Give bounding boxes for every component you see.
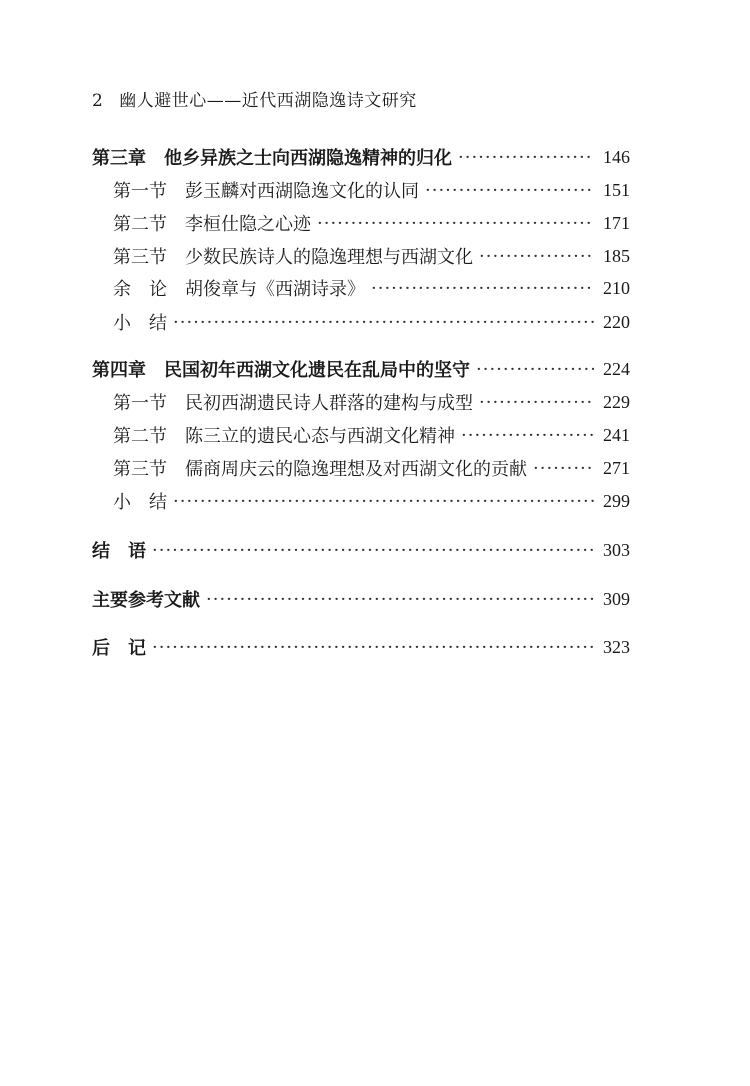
toc-entry-section[interactable] [113, 420, 630, 450]
toc-entry-chapter-4[interactable] [92, 354, 630, 384]
toc-entry-label: 第三节 少数民族诗人的隐逸理想与西湖文化 [113, 247, 473, 268]
dot-leader [317, 213, 594, 234]
toc-entry-conclusion[interactable] [92, 535, 630, 565]
dot-leader [533, 458, 594, 479]
toc-entry-page: 229 [603, 391, 630, 412]
toc-entry-section[interactable] [113, 387, 630, 417]
toc-entry-section[interactable] [113, 307, 630, 337]
dot-leader [371, 278, 594, 299]
toc-entry-label: 主要参考文献 [92, 590, 200, 611]
dot-leader [458, 147, 594, 168]
toc-entry-label: 第一节 民初西湖遗民诗人群落的建构与成型 [113, 393, 473, 414]
toc-entry-label: 第三章 他乡异族之士向西湖隐逸精神的归化 [92, 148, 452, 169]
toc-entry-label: 后 记 [92, 638, 146, 659]
dot-leader [479, 392, 594, 413]
toc-entry-label: 小 结 [113, 313, 167, 334]
toc-entry-page: 146 [603, 146, 630, 167]
toc-entry-page: 309 [603, 588, 630, 609]
toc-entry-page: 303 [603, 539, 630, 560]
dot-leader [152, 637, 594, 658]
toc-entry-label: 第二节 陈三立的遗民心态与西湖文化精神 [113, 426, 455, 447]
dot-leader [173, 491, 594, 512]
toc-entry-page: 220 [603, 311, 630, 332]
toc-entry-page: 210 [603, 277, 630, 298]
dot-leader [206, 589, 594, 610]
toc-entry-label: 第四章 民国初年西湖文化遗民在乱局中的坚守 [92, 360, 470, 381]
toc-entry-references[interactable] [92, 584, 630, 614]
toc-entry-label: 第一节 彭玉麟对西湖隐逸文化的认同 [113, 181, 419, 202]
toc-entry-page: 185 [603, 245, 630, 266]
toc-entry-page: 323 [603, 636, 630, 657]
toc-entry-section[interactable] [113, 241, 630, 271]
toc-entry-chapter-3[interactable] [92, 142, 630, 172]
dot-leader [461, 425, 594, 446]
toc-entry-page: 299 [603, 490, 630, 511]
toc-entry-page: 171 [603, 212, 630, 233]
running-title: 幽人避世心——近代西湖隐逸诗文研究 [119, 91, 417, 111]
dot-leader [173, 312, 594, 333]
toc-entry-label: 结 语 [92, 541, 146, 562]
toc-entry-page: 224 [603, 358, 630, 379]
toc-entry-label: 第二节 李桓仕隐之心迹 [113, 214, 311, 235]
toc-entry-section[interactable] [113, 175, 630, 205]
toc-entry-section[interactable] [113, 208, 630, 238]
toc-entry-page: 241 [603, 424, 630, 445]
toc-entry-page: 271 [603, 457, 630, 478]
dot-leader [476, 359, 594, 380]
dot-leader [479, 246, 594, 267]
toc-entry-afterword[interactable] [92, 632, 630, 662]
toc-entry-label: 第三节 儒商周庆云的隐逸理想及对西湖文化的贡献 [113, 459, 527, 480]
page-number: 2 [92, 91, 104, 111]
toc-entry-page: 151 [603, 179, 630, 200]
toc-entry-section[interactable] [113, 453, 630, 483]
dot-leader [425, 180, 594, 201]
dot-leader [152, 540, 594, 561]
toc-entry-label: 余 论 胡俊章与《西湖诗录》 [113, 279, 365, 300]
toc-entry-section[interactable] [113, 273, 630, 303]
running-header [92, 86, 417, 111]
toc-entry-section[interactable] [113, 486, 630, 516]
toc-entry-label: 小 结 [113, 492, 167, 513]
